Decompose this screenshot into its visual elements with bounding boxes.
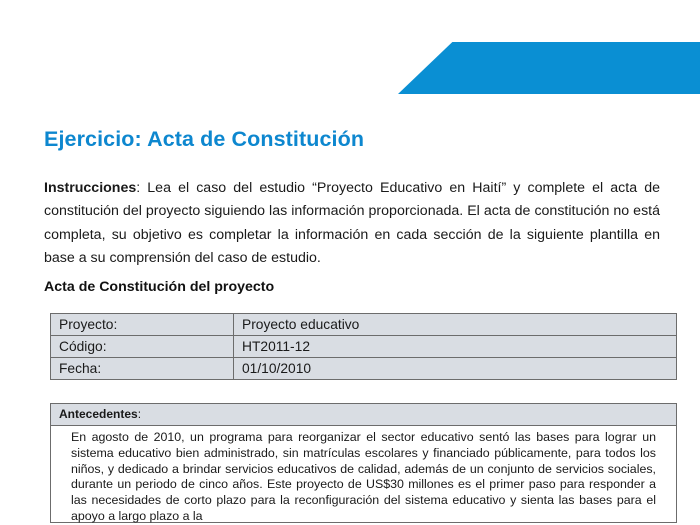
antecedentes-heading-colon: : (137, 407, 142, 421)
project-info-table (50, 313, 677, 380)
instructions-text: : Lea el caso del estudio “Proyecto Educativo en Haití” y complete el acta de constitución del proyecto siguiendo las información proporcionada. El acta de constitución no está completa, su objetivo es completar la información en cada sección de la siguiente plantilla en base a su comprensión del caso de estudio. (44, 180, 660, 266)
header-banner (398, 42, 700, 94)
section-subtitle: Acta de Constitución del proyecto (44, 279, 275, 295)
row-label-proyecto: Proyecto: (51, 314, 234, 336)
antecedentes-body: En agosto de 2010, un programa para reorganizar el sector educativo sentó las bases para lograr un sistema educativo bien administrado, sin matrículas escolares y financiado públicamente, para todos los niños, y dedicado a brindar servicios educativos de calidad, además de un conjunto de servicios sociales, durante un periodo de cinco años. Este proyecto de US$30 millones es el primer paso para responder a las necesidades de corto plazo para la reconfiguración del sistema educativo y sienta las bases para el apoyo a largo plazo a la (71, 430, 656, 523)
table-row (51, 358, 677, 380)
row-value-proyecto: Proyecto educativo (234, 314, 677, 336)
row-label-fecha: Fecha: (51, 358, 234, 380)
table-row (51, 314, 677, 336)
table-row (51, 336, 677, 358)
antecedentes-heading-label: Antecedentes (59, 407, 138, 421)
row-value-fecha: 01/10/2010 (234, 358, 677, 380)
instructions-lead: Instrucciones (44, 180, 137, 196)
antecedentes-heading (51, 404, 676, 426)
antecedentes-box (50, 403, 677, 523)
row-value-codigo: HT2011-12 (234, 336, 677, 358)
instructions-paragraph (44, 177, 660, 270)
row-label-codigo: Código: (51, 336, 234, 358)
page-title: Ejercicio: Acta de Constitución (44, 127, 365, 151)
